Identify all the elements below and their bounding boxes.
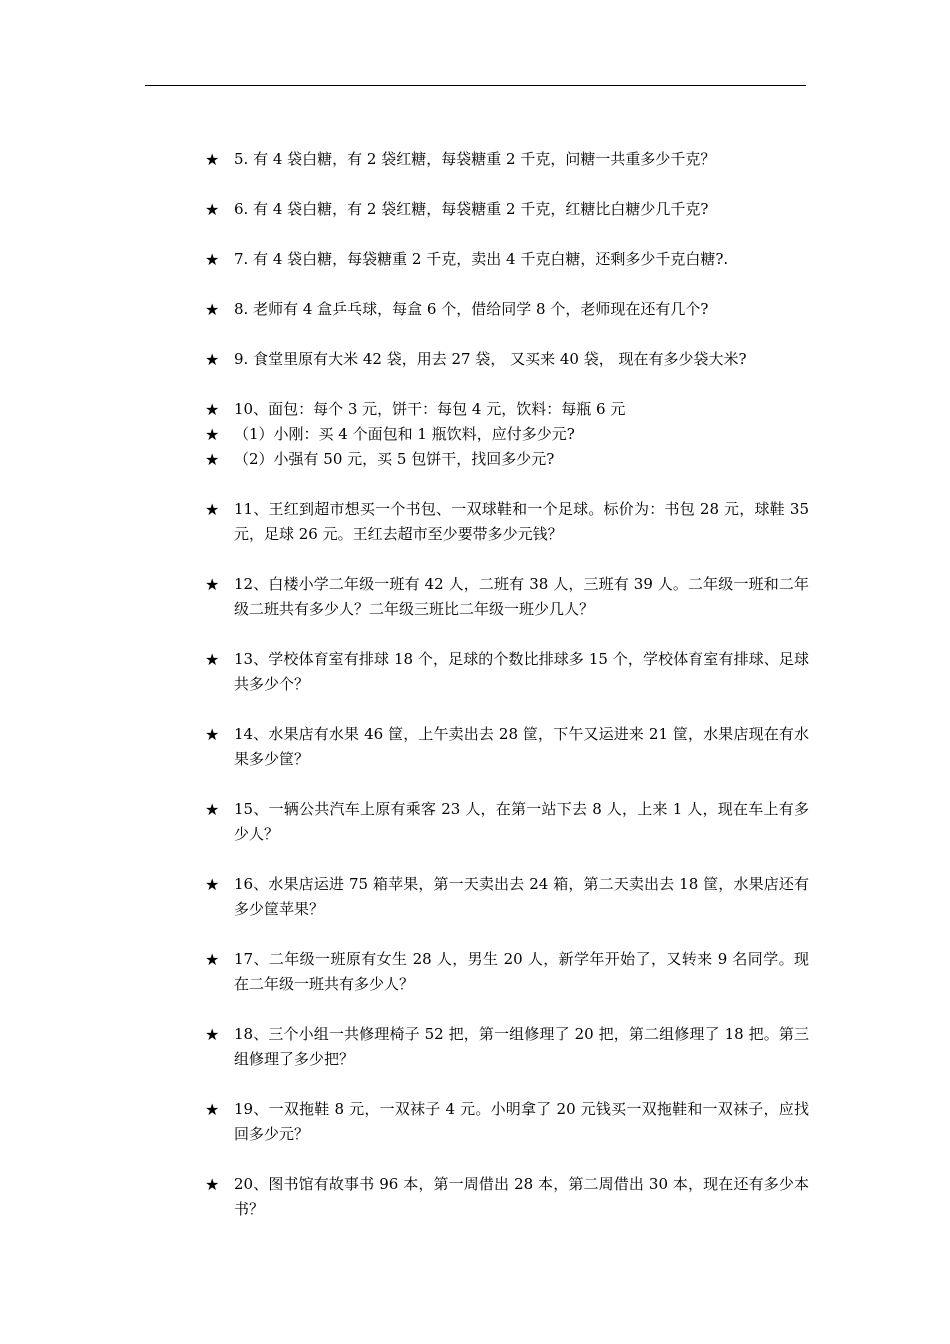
problem-12 bbox=[205, 572, 809, 622]
problem-text: 11、王红到超市想买一个书包、一双球鞋和一个足球。标价为：书包 28 元，球鞋 35 元，足球 26 元。王红去超市至少要带多少元钱？ bbox=[234, 500, 809, 543]
problem-7 bbox=[205, 247, 809, 272]
header-rule bbox=[145, 85, 806, 86]
star-icon: ★ bbox=[205, 650, 220, 669]
problem-17 bbox=[205, 947, 809, 997]
problem-text: 13、学校体育室有排球 18 个，足球的个数比排球多 15 个，学校体育室有排球、足球共多少个？ bbox=[234, 650, 809, 693]
problem-text: （2）小强有 50 元，买 5 包饼干，找回多少元? bbox=[234, 450, 555, 468]
star-icon: ★ bbox=[205, 500, 220, 519]
star-icon: ★ bbox=[205, 150, 220, 169]
problem-text: 9. 食堂里原有大米 42 袋，用去 27 袋， 又买来 40 袋， 现在有多少袋大米? bbox=[234, 350, 747, 368]
problem-19 bbox=[205, 1097, 809, 1147]
problem-5 bbox=[205, 147, 809, 172]
problem-10 bbox=[205, 397, 809, 422]
star-icon: ★ bbox=[205, 200, 220, 219]
problem-18 bbox=[205, 1022, 809, 1072]
problem-9 bbox=[205, 347, 809, 372]
star-icon: ★ bbox=[205, 1100, 220, 1119]
star-icon: ★ bbox=[205, 350, 220, 369]
star-icon: ★ bbox=[205, 800, 220, 819]
problem-text: 10、面包：每个 3 元，饼干：每包 4 元，饮料：每瓶 6 元 bbox=[234, 400, 626, 418]
problem-text: 12、白楼小学二年级一班有 42 人，二班有 38 人，三班有 39 人。二年级一班和二年级二班共有多少人？二年级三班比二年级一班少几人？ bbox=[234, 575, 809, 618]
problem-16 bbox=[205, 872, 809, 922]
problem-text: 5. 有 4 袋白糖，有 2 袋红糖，每袋糖重 2 千克，问糖一共重多少千克？ bbox=[234, 150, 716, 168]
problem-14 bbox=[205, 722, 809, 772]
star-icon: ★ bbox=[205, 1175, 220, 1194]
star-icon: ★ bbox=[205, 250, 220, 269]
problem-text: 18、三个小组一共修理椅子 52 把，第一组修理了 20 把，第二组修理了 18 把。第三组修理了多少把？ bbox=[234, 1025, 809, 1068]
star-icon: ★ bbox=[205, 950, 220, 969]
problem-list bbox=[205, 147, 809, 1222]
problem-text: 17、二年级一班原有女生 28 人，男生 20 人，新学年开始了，又转来 9 名同学。现在二年级一班共有多少人？ bbox=[234, 950, 809, 993]
problem-6 bbox=[205, 197, 809, 222]
problem-11 bbox=[205, 497, 809, 547]
problem-text: 19、一双拖鞋 8 元，一双袜子 4 元。小明拿了 20 元钱买一双拖鞋和一双袜子，应找回多少元？ bbox=[234, 1100, 809, 1143]
problem-text: （1）小刚：买 4 个面包和 1 瓶饮料，应付多少元? bbox=[234, 425, 575, 443]
problem-text: 8. 老师有 4 盒乒乓球，每盒 6 个，借给同学 8 个，老师现在还有几个? bbox=[234, 300, 709, 318]
star-icon: ★ bbox=[205, 300, 220, 319]
star-icon: ★ bbox=[205, 875, 220, 894]
problem-text: 14、水果店有水果 46 筐，上午卖出去 28 筐，下午又运进来 21 筐，水果店现在有水果多少筐？ bbox=[234, 725, 809, 768]
star-icon: ★ bbox=[205, 450, 220, 469]
problem-8 bbox=[205, 297, 809, 322]
star-icon: ★ bbox=[205, 725, 220, 744]
problem-text: 16、水果店运进 75 箱苹果，第一天卖出去 24 箱，第二天卖出去 18 筐，水果店还有多少筐苹果？ bbox=[234, 875, 809, 918]
problem-text: 20、图书馆有故事书 96 本，第一周借出 28 本，第二周借出 30 本，现在还有多少本书？ bbox=[234, 1175, 809, 1218]
problem-text: 7. 有 4 袋白糖，每袋糖重 2 千克，卖出 4 千克白糖，还剩多少千克白糖?. bbox=[234, 250, 729, 268]
star-icon: ★ bbox=[205, 400, 220, 419]
star-icon: ★ bbox=[205, 1025, 220, 1044]
problem-10-part-2 bbox=[205, 447, 809, 472]
problem-15 bbox=[205, 797, 809, 847]
problem-text: 15、一辆公共汽车上原有乘客 23 人，在第一站下去 8 人，上来 1 人，现在车上有多少人？ bbox=[234, 800, 809, 843]
problem-20 bbox=[205, 1172, 809, 1222]
problem-13 bbox=[205, 647, 809, 697]
star-icon: ★ bbox=[205, 575, 220, 594]
problem-text: 6. 有 4 袋白糖，有 2 袋红糖，每袋糖重 2 千克，红糖比白糖少几千克? bbox=[234, 200, 709, 218]
star-icon: ★ bbox=[205, 425, 220, 444]
problem-10-part-1 bbox=[205, 422, 809, 447]
